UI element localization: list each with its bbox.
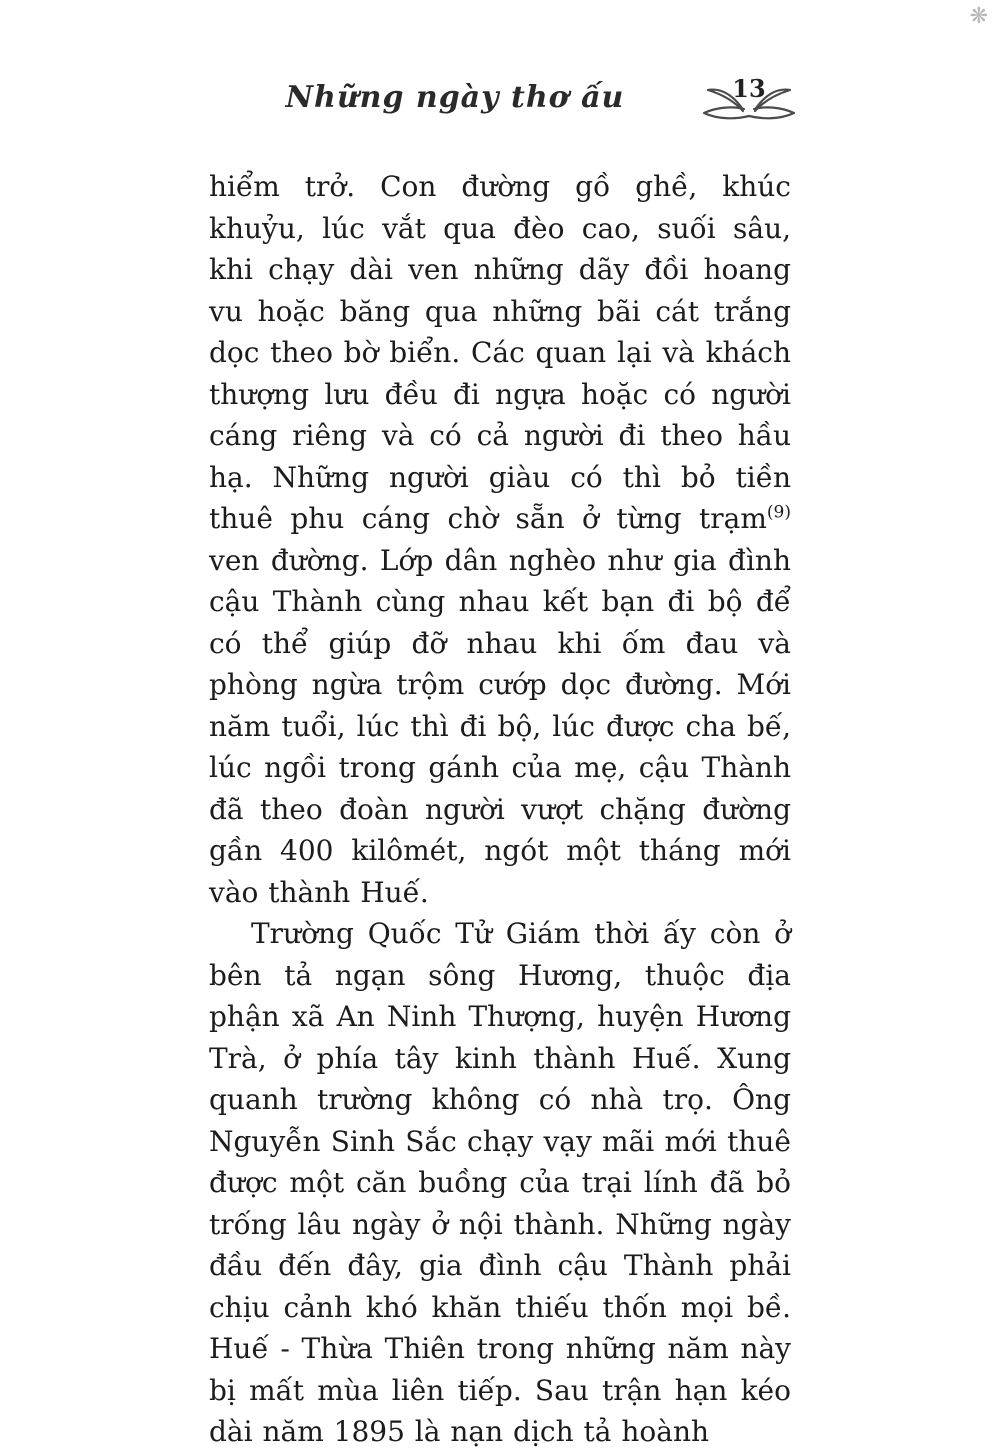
paragraph-1 [209, 166, 791, 913]
page-number-badge [701, 74, 797, 124]
paragraph-1-text-before-note: hiểm trở. Con đường gồ ghề, khúc khuỷu, lúc vắt qua đèo cao, suối sâu, khi chạy dài ven những dãy đồi hoang vu hoặc băng qua những bãi cát trắng dọc theo bờ biển. Các quan lại và khách thượng lưu đều đi ngựa hoặc có người cáng riêng và có cả người đi theo hầu hạ. Những người giàu có thì bỏ tiền thuê phu cáng chờ sẵn ở từng trạm [209, 170, 791, 535]
page-header [209, 76, 791, 128]
paragraph-1-text-after-note: ven đường. Lớp dân nghèo như gia đình cậu Thành cùng nhau kết bạn đi bộ để có thể giúp đỡ nhau khi ốm đau và phòng ngừa trộm cướp dọc đường. Mới năm tuổi, lúc thì đi bộ, lúc được cha bế, lúc ngồi trong gánh của mẹ, cậu Thành đã theo đoàn người vượt chặng đường gần 400 kilômét, ngót một tháng mới vào thành Huế. [209, 543, 791, 909]
page-number: 13 [732, 74, 766, 103]
paragraph-2: Trường Quốc Tử Giám thời ấy còn ở bên tả ngạn sông Hương, thuộc địa phận xã An Ninh Thượng, huyện Hương Trà, ở phía tây kinh thành Huế. Xung quanh trường không có nhà trọ. Ông Nguyễn Sinh Sắc chạy vạy mãi mới thuê được một căn buồng của trại lính đã bỏ trống lâu ngày ở nội thành. Những ngày đầu đến đây, gia đình cậu Thành phải chịu cảnh khó khăn thiếu thốn mọi bề. Huế - Thừa Thiên trong những năm này bị mất mùa liên tiếp. Sau trận hạn kéo dài năm 1895 là nạn dịch tả hoành [209, 917, 791, 1448]
running-title: Những ngày thơ ấu [285, 80, 625, 115]
page-body [209, 166, 791, 1453]
corner-ornament-icon: ❋ [969, 4, 988, 29]
book-page [209, 0, 791, 1453]
footnote-ref: (9) [766, 502, 791, 523]
